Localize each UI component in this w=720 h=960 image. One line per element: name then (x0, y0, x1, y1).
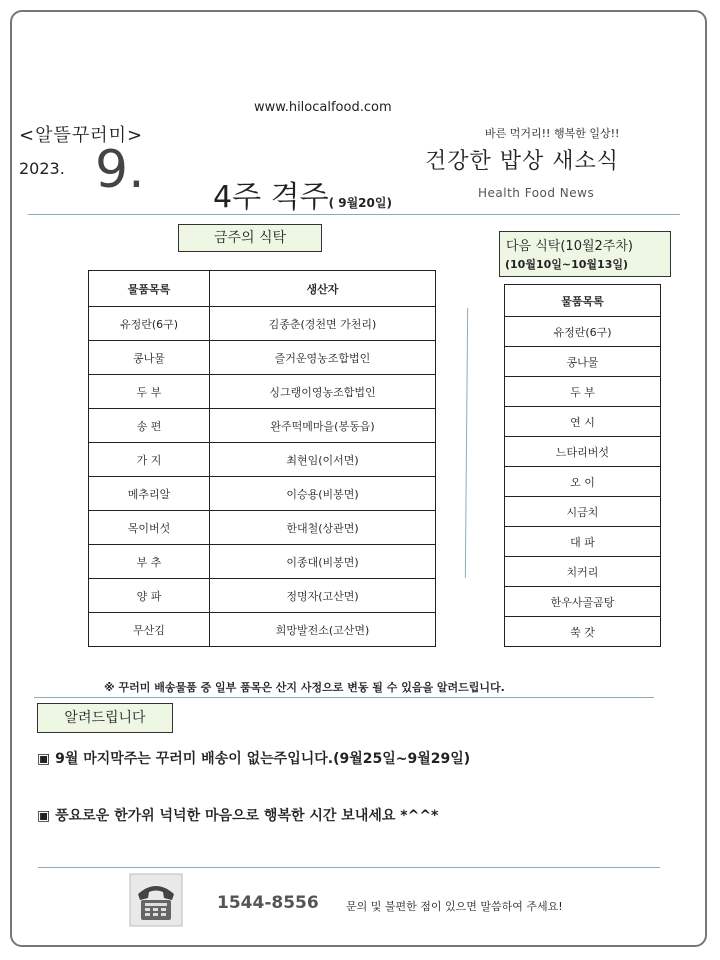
table-row (505, 467, 661, 497)
table-row (89, 579, 436, 613)
item-cell: 쑥 갓 (505, 617, 661, 647)
item-cell: 유정란(6구) (505, 317, 661, 347)
item-cell: 송 편 (89, 409, 210, 443)
next-week-dates: (10월10일~10월13일) (505, 258, 629, 271)
table-row (505, 557, 661, 587)
issue-week (213, 172, 392, 216)
producer-cell: 김종춘(경천면 가천리) (210, 307, 436, 341)
announcement-item: ▣ 9월 마지막주는 꾸러미 배송이 없는주입니다.(9월25일~9월29일) (37, 751, 471, 767)
table-header-row (505, 285, 661, 317)
item-cell: 느타리버섯 (505, 437, 661, 467)
item-cell: 가 지 (89, 443, 210, 477)
column-header-item: 물품목록 (505, 285, 661, 317)
item-cell: 콩나물 (89, 341, 210, 375)
table-row (505, 527, 661, 557)
week-date: ( 9월20일) (328, 196, 392, 210)
item-cell: 콩나물 (505, 347, 661, 377)
announcement-label: 알려드립니다 (37, 703, 173, 733)
item-cell: 연 시 (505, 407, 661, 437)
change-notice: ※ 꾸러미 배송물품 중 일부 품목은 산지 사정으로 변동 될 수 있음을 알려드립니다. (104, 681, 505, 694)
news-subtitle: Health Food News (478, 186, 595, 200)
brand-name: <알뜰꾸러미> (19, 125, 144, 146)
header-divider (28, 214, 680, 215)
item-cell: 두 부 (505, 377, 661, 407)
table-row (505, 617, 661, 647)
table-row (505, 347, 661, 377)
producer-cell: 즐거운영농조합법인 (210, 341, 436, 375)
item-cell: 목이버섯 (89, 511, 210, 545)
table-row (505, 497, 661, 527)
item-cell: 오 이 (505, 467, 661, 497)
item-cell: 대 파 (505, 527, 661, 557)
item-cell: 치커리 (505, 557, 661, 587)
item-cell: 메추리알 (89, 477, 210, 511)
producer-cell: 이승용(비봉면) (210, 477, 436, 511)
producer-cell: 이종대(비봉면) (210, 545, 436, 579)
item-cell: 유정란(6구) (89, 307, 210, 341)
item-cell: 무산김 (89, 613, 210, 647)
week-label: 4주 격주 (213, 180, 329, 215)
table-row (89, 409, 436, 443)
producer-cell: 한대철(상관면) (210, 511, 436, 545)
issue-month: 9. (95, 140, 145, 200)
issue-year: 2023. (19, 159, 65, 178)
table-row (89, 443, 436, 477)
footer-divider (38, 867, 660, 868)
table-row (505, 587, 661, 617)
column-header-item: 물품목록 (89, 271, 210, 307)
table-row (505, 377, 661, 407)
this-week-label: 금주의 식탁 (178, 224, 322, 252)
notice-divider (34, 697, 654, 698)
table-row (89, 511, 436, 545)
table-row (89, 613, 436, 647)
table-row (89, 341, 436, 375)
table-row (89, 545, 436, 579)
next-week-table (504, 284, 661, 647)
column-header-producer: 생산자 (210, 271, 436, 307)
news-title: 건강한 밥상 새소식 (425, 149, 620, 174)
item-cell: 두 부 (89, 375, 210, 409)
table-row (89, 307, 436, 341)
producer-cell: 완주떡메마을(봉동읍) (210, 409, 436, 443)
producer-cell: 최현임(이서면) (210, 443, 436, 477)
item-cell: 부 추 (89, 545, 210, 579)
next-week-label: 다음 식탁(10월2주차) (506, 239, 633, 254)
table-row (89, 477, 436, 511)
table-row (505, 407, 661, 437)
this-week-table (88, 270, 436, 647)
table-row (505, 317, 661, 347)
producer-cell: 싱그랭이영농조합법인 (210, 375, 436, 409)
table-row (89, 375, 436, 409)
telephone-icon (128, 872, 184, 928)
table-header-row (89, 271, 436, 307)
item-cell: 시금치 (505, 497, 661, 527)
slogan: 바른 먹거리!! 행복한 일상!! (485, 127, 620, 140)
announcement-item: ▣ 풍요로운 한가위 넉넉한 마음으로 행복한 시간 보내세요 *^^* (37, 808, 439, 824)
contact-phone[interactable]: 1544-8556 (217, 893, 319, 913)
website-url[interactable]: www.hilocalfood.com (254, 100, 392, 115)
item-cell: 양 파 (89, 579, 210, 613)
item-cell: 한우사골곰탕 (505, 587, 661, 617)
table-row (505, 437, 661, 467)
producer-cell: 희망발전소(고산면) (210, 613, 436, 647)
contact-note: 문의 및 불편한 점이 있으면 말씀하여 주세요! (346, 900, 563, 913)
producer-cell: 정명자(고산면) (210, 579, 436, 613)
